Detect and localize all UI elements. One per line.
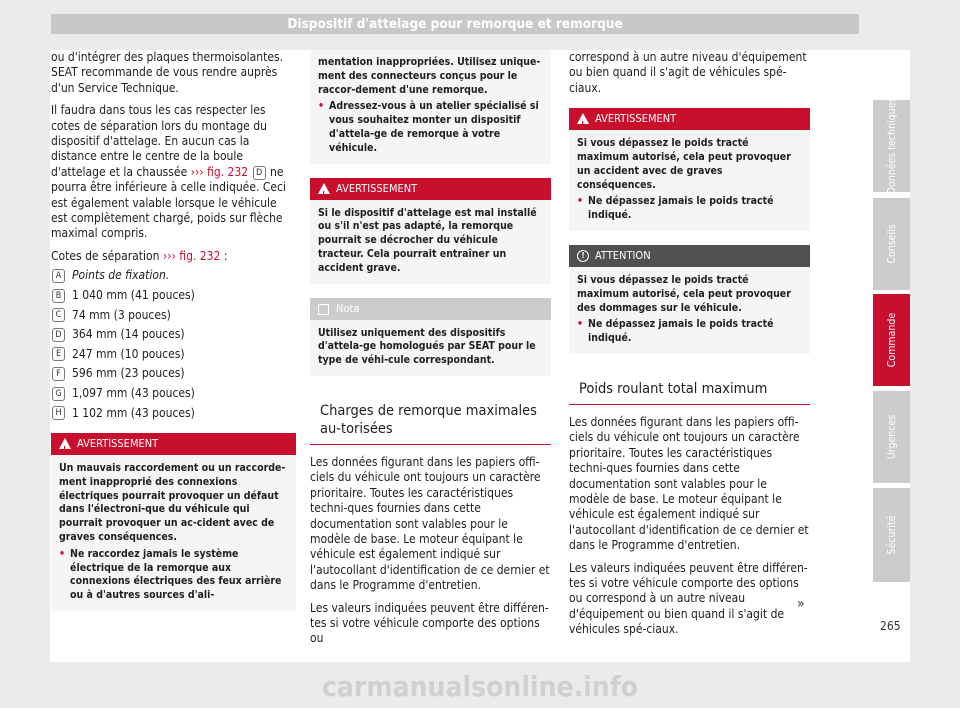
page-number: 265 [880, 619, 901, 633]
cotes-colon: : [220, 248, 228, 263]
bullet-text: Ne dépassez jamais le poids tracté indiqué. [588, 195, 774, 222]
column-2 [310, 50, 551, 654]
nota-title: Nota [336, 301, 360, 315]
warning-body [51, 455, 296, 611]
warning-text: Si vous dépassez le poids tracté maximum autorisé, cela peut provoquer un accident avec de graves conséquences. [577, 137, 791, 191]
dimension-item [51, 266, 296, 286]
bullet-text: Ne raccordez jamais le système électrique de la remorque aux connexions électriques des feux arrière ou à d'autres sources d'ali- [70, 547, 282, 602]
dimension-badge: H [52, 406, 65, 420]
paragraph [51, 103, 296, 242]
dimension-badge: C [52, 308, 65, 322]
warning-body [569, 130, 810, 231]
nota-text: Utilisez uniquement des dispositifs d'attela-ge homologués par SEAT pour le type de véhi-cule correspondant. [318, 326, 536, 367]
warning-box [51, 433, 296, 611]
paragraph: ou d'intégrer des plaques thermoisolantes. SEAT recommande de vous rendre auprès d'un Service Technique. [51, 50, 284, 95]
section-title: Charges de remorque maximales au-torisées [310, 402, 551, 445]
dimension-item [51, 384, 296, 404]
dimension-text: 364 mm (14 pouces) [72, 327, 185, 342]
warning-header [569, 108, 810, 130]
warning-box-continued [310, 50, 551, 164]
dimension-badge: E [52, 347, 65, 361]
paragraph: Les valeurs indiquées peuvent être différen-tes si votre véhicule comporte des options ou [310, 600, 549, 646]
dimension-item [51, 325, 296, 345]
dimension-badge: A [52, 269, 65, 283]
warning-header [51, 433, 296, 455]
bullet-icon: • [318, 100, 325, 113]
nota-body [310, 320, 551, 376]
paragraph: Les données figurant dans les papiers offi-ciels du véhicule ont toujours un caractère prioritaire. Toutes les caractéristiques techni-ques fournies dans cette documentation sont valables pour le modèle de base. Le moteur équipant le véhicule est également indiqué sur l'autocollant d'identification de ce dernier et dans le Programme d'entretien. [310, 454, 550, 593]
bullet-icon: • [59, 547, 66, 560]
bullet-icon: • [577, 195, 584, 208]
dimension-text: 1 102 mm (43 pouces) [72, 405, 195, 420]
dimension-item [51, 305, 296, 325]
figure-link[interactable]: ››› fig. 232 [162, 248, 221, 263]
dimension-text: Points de fixation. [72, 268, 170, 283]
note-icon [318, 304, 329, 315]
side-tab-label: Conseils [885, 224, 898, 264]
attention-bullet [577, 318, 802, 346]
side-tab-conseils[interactable] [873, 198, 910, 290]
warning-box [310, 178, 551, 284]
column-1 [51, 50, 296, 611]
warning-title: AVERTISSEMENT [336, 181, 418, 195]
column-3 [569, 50, 810, 645]
warning-text: Si le dispositif d'attelage est mal installé ou s'il n'est pas adapté, la remorque pourrait se décrocher du véhicule tracteur. Cela pourrait entraîner un accident grave. [318, 206, 537, 274]
dimension-badge: D [52, 328, 65, 342]
dimension-badge: F [52, 367, 65, 381]
attention-title: ATTENTION [595, 249, 651, 262]
side-tab-urgences[interactable] [873, 391, 910, 483]
paragraph: correspond à un autre niveau d'équipement ou bien quand il s'agit de véhicules spé-ciaux. [569, 50, 807, 95]
warning-header [310, 178, 551, 200]
warning-title: AVERTISSEMENT [595, 112, 677, 126]
paragraph: Les données figurant dans les papiers offi-ciels du véhicule ont toujours un caractère prioritaire. Toutes les caractéristiques techni-ques fournies dans cette documentation sont valables pour le modèle de base. Le moteur équipant le véhicule est également indiqué sur l'autocollant d'identification de ce dernier et dans le Programme d'entretien. [569, 414, 809, 553]
bullet-text: Adressez-vous à un atelier spécialisé si vous souhaitez monter un dispositif d'attela-ge de remorque à votre véhicule. [329, 100, 539, 154]
paragraph: Les valeurs indiquées peuvent être différen-tes si votre véhicule comporte des options ou correspond à un autre niveau d'équipement ou bien quand il s'agit de véhicules spé-ciaux. [569, 560, 808, 637]
side-tab-securite[interactable] [873, 488, 910, 582]
warning-triangle-icon [59, 438, 71, 449]
side-tab-label: Urgences [885, 414, 898, 460]
bullet-text: Ne dépassez jamais le poids tracté indiqué. [588, 318, 774, 345]
cotes-label: Cotes de séparation [51, 248, 163, 263]
info-circle-icon: ! [577, 250, 589, 262]
dimension-text: 596 mm (23 pouces) [72, 366, 185, 381]
warning-title: AVERTISSEMENT [77, 437, 159, 451]
cotes-heading [51, 249, 296, 264]
nota-box [310, 298, 551, 376]
attention-header [569, 245, 810, 267]
warning-bullet [59, 548, 288, 603]
dimension-item [51, 364, 296, 384]
side-tab-label: Sécurité [885, 515, 898, 555]
side-tab-commande[interactable] [873, 294, 910, 386]
watermark: carmanualsonline.info [321, 670, 638, 703]
bullet-icon: • [577, 318, 584, 331]
side-tab-label: Commande [885, 312, 898, 368]
section-title: Poids roulant total maximum [569, 380, 810, 405]
dimension-item [51, 345, 296, 365]
dimension-badge: G [52, 387, 65, 401]
attention-box [569, 245, 810, 354]
dimension-badge: D [253, 166, 266, 180]
attention-body [569, 267, 810, 354]
warning-text: Un mauvais raccordement ou un raccorde-ment inapproprié des connexions électriques pourrait provoquer un défaut dans l'électroni-que du véhicule qui pourrait provoquer un ac-cident avec de graves conséquences. [59, 462, 286, 544]
warning-bullet [318, 100, 543, 155]
warning-text: mentation inappropriées. Utilisez unique-ment des connecteurs conçus pour le raccor-dement d'une remorque. [318, 56, 541, 96]
side-tab-donnees-techniques[interactable] [873, 97, 910, 195]
warning-triangle-icon [577, 113, 589, 124]
warning-triangle-icon [318, 183, 330, 194]
dimension-item [51, 286, 296, 306]
continue-arrow-icon: » [797, 596, 805, 612]
dimension-badge: B [52, 289, 65, 303]
attention-text: Si vous dépassez le poids tracté maximum autorisé, cela peut provoquer des dommages sur le véhicule. [577, 274, 791, 314]
paragraph-text: Il faudra dans tous les cas respecter les cotes de séparation lors du montage du dispositif d'attelage. En aucun cas la distance entre le centre de la boule d'attelage et la chaussée [51, 103, 267, 179]
dimension-text: 1,097 mm (43 pouces) [72, 385, 195, 400]
dimension-text: 74 mm (3 pouces) [72, 307, 171, 322]
dimension-item [51, 403, 296, 423]
dimension-text: 1 040 mm (41 pouces) [72, 287, 195, 302]
warning-body [310, 50, 551, 164]
figure-link[interactable]: ››› fig. 232 [190, 164, 249, 179]
nota-header [310, 298, 551, 320]
dimension-text: 247 mm (10 pouces) [72, 346, 185, 361]
dimension-list [51, 266, 296, 423]
warning-bullet [577, 195, 802, 223]
warning-box [569, 108, 810, 231]
warning-body [310, 200, 551, 284]
page-header: Dispositif d'attelage pour remorque et remorque [51, 14, 859, 34]
paragraph-text: ne pourra être inférieure à celle indiquée. Ceci est également valable lorsque le véhicule est complètement chargé, poids sur flèche maximal compris. [51, 164, 286, 241]
side-tab-label: Données techniques [885, 97, 898, 195]
